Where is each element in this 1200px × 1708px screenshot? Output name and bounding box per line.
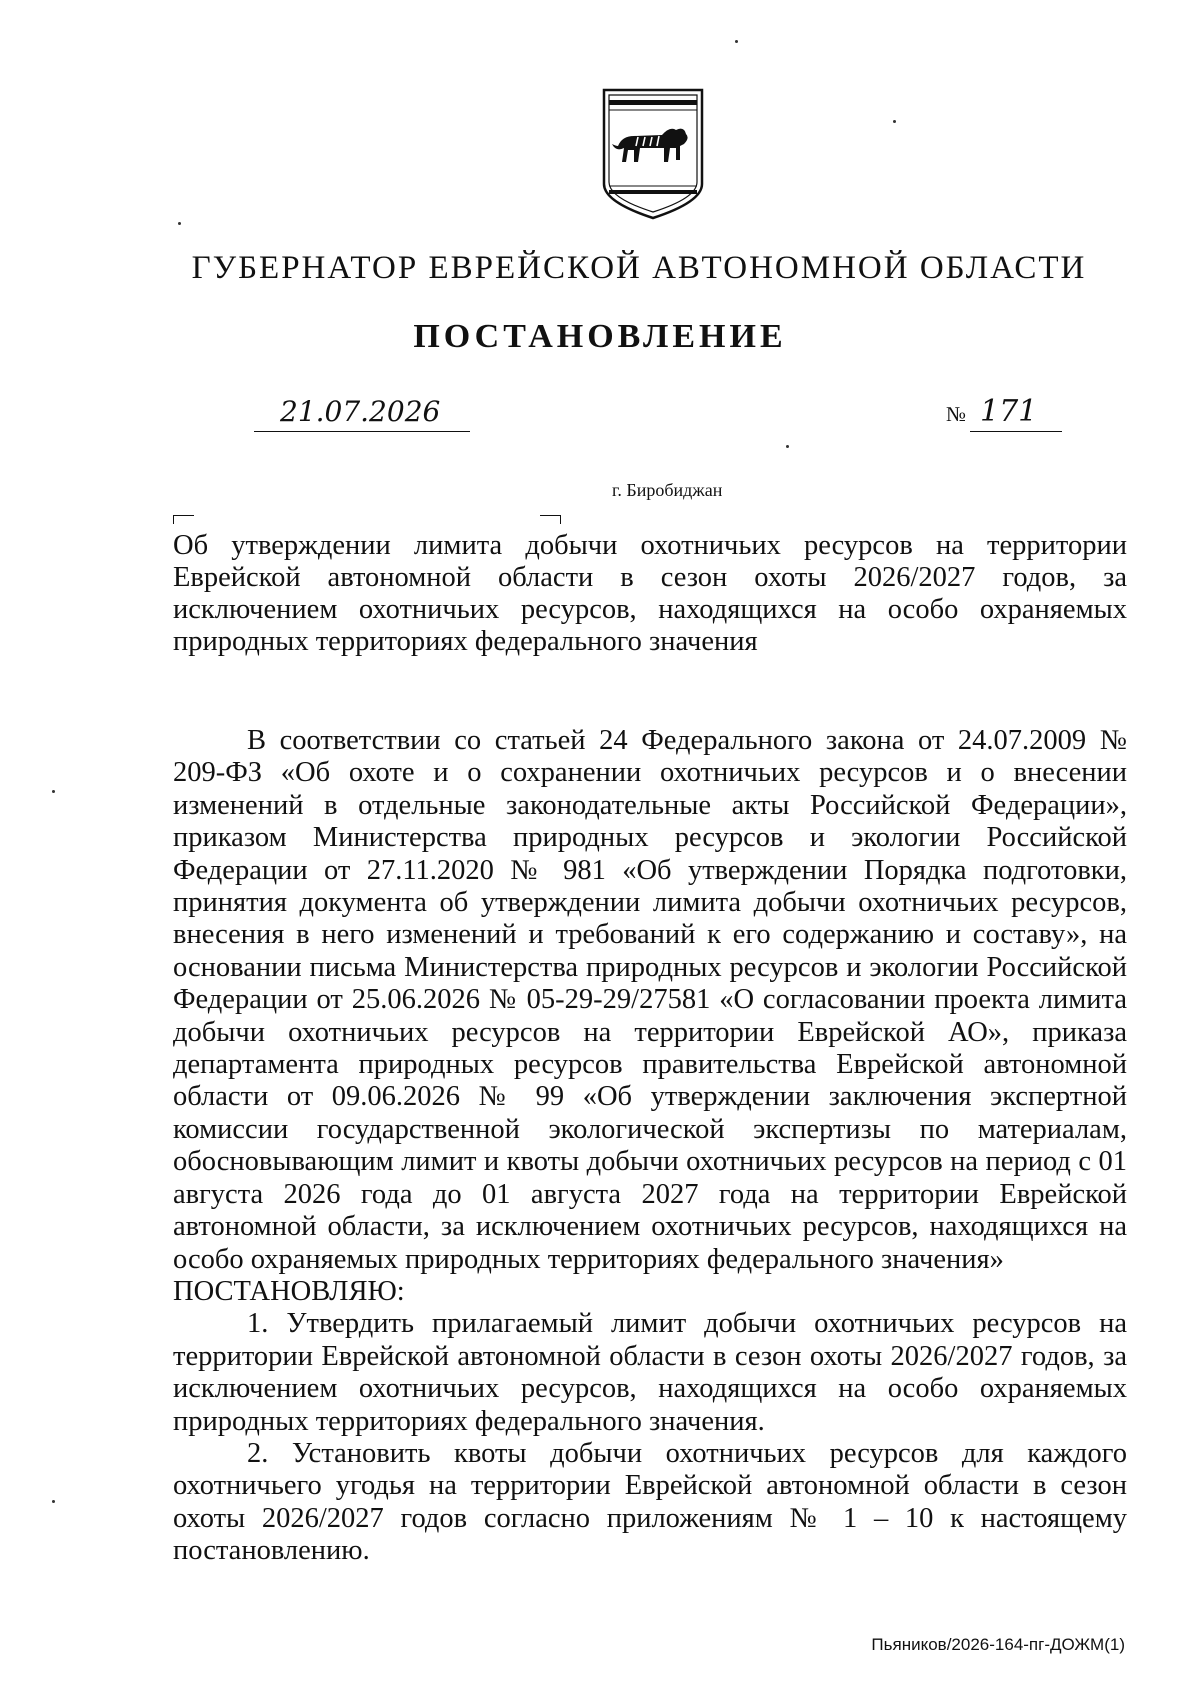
scan-speck [893, 120, 896, 123]
preamble-paragraph: В соответствии со статьей 24 Федерального закона от 24.07.2009 № 209-ФЗ «Об охоте и о сохранении охотничьих ресурсов и о внесении изменений в отдельные законодательные акты Российской Федерации», приказом Министерства природных ресурсов и экологии Российской Федерации от 27.11.2020 № 981 «Об утверждении Порядка подготовки, принятия документа об утверждении лимита добычи охотничьих ресурсов, внесения в него изменений и требований к его содержанию и составу», на основании письма Министерства природных ресурсов и экологии Российской Федерации от 25.06.2026 № 05-29-29/27581 «О согласовании проекта лимита добычи охотничьих ресурсов на территории Еврейской АО», приказа департамента природных ресурсов правительства Еврейской автономной области от 09.06.2026 № 99 «Об утверждении заключения экспертной комиссии государственной экологической экспертизы по материалам, обосновывающим лимит и квоты добычи охотничьих ресурсов на период с 01 августа 2026 года до 01 августа 2027 года на территории Еврейской автономной области, за исключением охотничьих ресурсов, находящихся на особо охраняемых природных территориях федерального значения» [173, 725, 1127, 1275]
resolve-heading: ПОСТАНОВЛЯЮ: [173, 1275, 405, 1307]
scan-speck [735, 40, 738, 43]
subject-corner-mark-right [540, 515, 561, 524]
scan-speck [52, 1500, 55, 1503]
subject-corner-mark-left [173, 515, 194, 524]
document-date: 21.07.2026 [254, 392, 470, 432]
scan-speck [52, 790, 55, 793]
scan-speck [178, 222, 181, 225]
document-body [173, 725, 1127, 1568]
issuing-authority: ГУБЕРНАТОР ЕВРЕЙСКОЙ АВТОНОМНОЙ ОБЛАСТИ [191, 250, 1087, 286]
document-type-title: ПОСТАНОВЛЕНИЕ [413, 318, 787, 355]
document-number-label: № [946, 402, 967, 426]
document-number: 171 [970, 392, 1062, 432]
footer-reference: Пьяников/2026-164-пг-ДОЖМ(1) [871, 1635, 1125, 1654]
city-name: г. Биробиджан [612, 480, 723, 500]
resolution-item-1: 1. Утвердить прилагаемый лимит добычи охотничьих ресурсов на территории Еврейской автономной области в сезон охоты 2026/2027 годов, за исключением охотничьих ресурсов, находящихся на особо охраняемых природных территориях федерального значения. [173, 1308, 1127, 1437]
coat-of-arms-tiger-icon [600, 86, 706, 222]
scan-speck [786, 445, 789, 448]
document-subject: Об утверждении лимита добычи охотничьих ресурсов на территории Еврейской автономной области в сезон охоты 2026/2027 годов, за исключением охотничьих ресурсов, находящихся на особо охраняемых природных территориях федерального значения [173, 530, 1127, 657]
resolution-item-2: 2. Установить квоты добычи охотничьих ресурсов для каждого охотничьего угодья на территории Еврейской автономной области в сезон охоты 2026/2027 годов согласно приложениям № 1 – 10 к настоящему постановлению. [173, 1437, 1127, 1567]
